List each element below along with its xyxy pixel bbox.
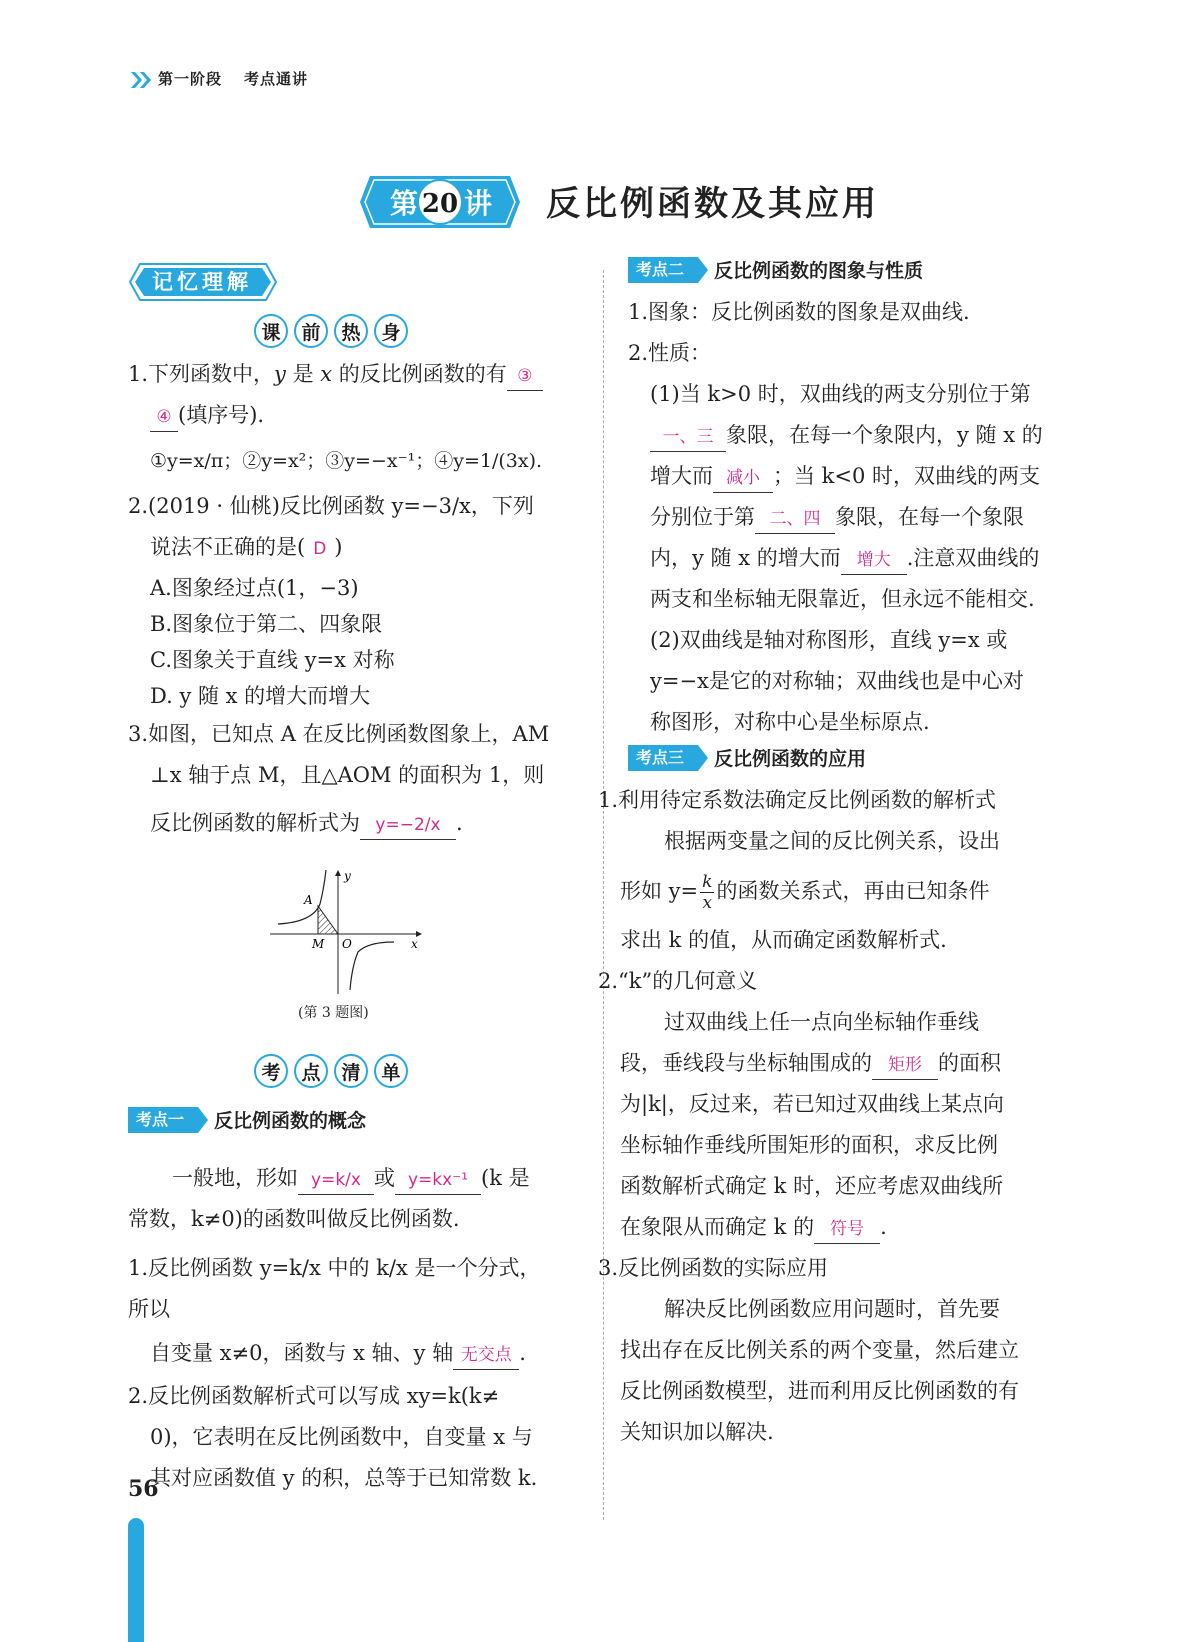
kp1-item1-line2: 自变量 x≠0，函数与 x 轴、y 轴 无交点 . (128, 1330, 558, 1376)
kp3-l10: 函数解析式确定 k 时，还应考虑双曲线所 (620, 1174, 1004, 1198)
kp1-body (128, 1158, 558, 1499)
left-column (128, 354, 558, 850)
kp1-item2-line1: 2.反比例函数解析式可以写成 xy=k(k≠ (128, 1384, 500, 1408)
kp2-l5: 增大而 减小 ；当 k<0 时，双曲线的两支 (628, 456, 1068, 497)
q1-line2: ④ (填序号). (128, 395, 558, 436)
kp3-l11: 在象限从而确定 k 的 符号 . (598, 1207, 1068, 1248)
kp2-l1: 1.图象：反比例函数的图象是双曲线. (628, 300, 970, 324)
q2-option-a: A.图象经过点(1，−3) (150, 576, 359, 600)
kp3-l8: 为|k|，反过来，若已知过双曲线上某点向 (620, 1092, 1004, 1116)
kp3-l3: 形如 y= $\frac{k}{x}$ 的函数关系式，再由已知条件 (620, 872, 990, 913)
kp3-l12: 3.反比例函数的实际应用 (598, 1256, 829, 1280)
kp2-l7: 内，y 随 x 的增大而 增大 .注意双曲线的 (628, 538, 1068, 579)
warmup-char: 身 (374, 314, 408, 348)
double-chevron-icon (130, 70, 152, 90)
q1-options: ①y=x/π；②y=x²；③y=−x⁻¹；④y=1/(3x). (150, 450, 543, 472)
q2-option-b: B.图象位于第二、四象限 (150, 612, 383, 636)
kp3-l2: 根据两变量之间的反比例关系，设出 (664, 829, 1000, 853)
title-number: 20 (421, 189, 459, 219)
kp2-l11: 称图形，对称中心是坐标原点. (650, 710, 930, 734)
point-m-label: M (312, 937, 325, 951)
kp2-tag: 考点二 (628, 257, 698, 283)
kp3-l1: 1.利用待定系数法确定反比例函数的解析式 (598, 788, 997, 812)
q3-line1: 3.如图，已知点 A 在反比例函数图象上，AM (128, 722, 550, 746)
memory-label: 记忆理解 (152, 270, 252, 294)
kp2-answer-2: 减小 (713, 464, 773, 493)
kp3-title: 反比例函数的应用 (714, 748, 867, 770)
point-a-label: A (304, 893, 313, 907)
title-suffix: 讲 (464, 187, 493, 220)
kp2-l10: y=−x是它的对称轴；双曲线也是中心对 (650, 669, 1024, 693)
kp1-item2-line2: 0)，它表明在反比例函数中，自变量 x 与 (150, 1425, 533, 1449)
q2-stem-2: 说法不正确的是( D ) (150, 535, 343, 559)
page-edge-bar (128, 1518, 144, 1642)
kp3-l5: 2.“k”的几何意义 (598, 969, 758, 993)
y-axis-label: y (344, 869, 351, 883)
q1-answer-2: ④ (150, 403, 178, 432)
title-prefix: 第 (390, 187, 419, 220)
kp3-answer-1: 矩形 (872, 1051, 938, 1080)
kp3-l13: 解决反比例函数应用问题时，首先要 (664, 1297, 1000, 1321)
kp3-l9: 坐标轴作垂线所围矩形的面积，求反比例 (620, 1133, 998, 1157)
section-label: 考点通讲 (244, 70, 309, 88)
kp1-item1-answer: 无交点 (453, 1341, 519, 1370)
kp2-l6: 分别位于第 二、四 象限，在每一个象限 (628, 497, 1068, 538)
stage-label: 第一阶段 (158, 70, 223, 88)
page-title: 反比例函数及其应用 (546, 184, 879, 224)
kp3-l14: 找出存在反比例关系的两个变量，然后建立 (620, 1338, 1019, 1362)
kp1-tag: 考点一 (128, 1107, 198, 1133)
kp3-heading (628, 744, 866, 771)
kp1-answer-2: y=kx⁻¹ (395, 1166, 481, 1195)
kp1-item1-line1: 1.反比例函数 y=k/x 中的 k/x 是一个分式，所以 (128, 1256, 541, 1321)
q1-answer-1: ③ (507, 362, 543, 391)
kp2-title: 反比例函数的图象与性质 (714, 260, 924, 282)
origin-label: O (342, 937, 352, 951)
q1-line1: 1.下列函数中，y 是 x 的反比例函数的有 ③ (128, 354, 558, 395)
q2-answer: D (313, 539, 327, 559)
warmup-char: 前 (294, 314, 328, 348)
kp3-tag: 考点三 (628, 745, 698, 771)
checklist-heading (254, 1054, 408, 1088)
lecture-badge (360, 170, 520, 234)
checklist-char: 考 (254, 1054, 288, 1088)
checklist-char: 点 (294, 1054, 328, 1088)
kp3-body (598, 780, 1068, 1453)
q2-option-c: C.图象关于直线 y=x 对称 (150, 648, 395, 672)
q3-hyperbola-figure (268, 866, 428, 996)
kp2-l2: 2.性质： (628, 341, 712, 365)
q2-option-d: D. y 随 x 的增大而增大 (150, 684, 371, 708)
figure-caption: (第 3 题图) (298, 1005, 369, 1021)
q3-answer: y=−2/x (360, 811, 456, 840)
kp3-l6: 过双曲线上任一点向坐标轴作垂线 (664, 1010, 979, 1034)
kp2-l9: (2)双曲线是轴对称图形，直线 y=x 或 (650, 628, 1008, 652)
kp1-heading (128, 1106, 366, 1133)
kp1-title: 反比例函数的概念 (214, 1110, 367, 1132)
running-header (158, 68, 330, 89)
q2-stem: 2.(2019 · 仙桃)反比例函数 y=−3/x，下列 (128, 494, 534, 518)
warmup-char: 热 (334, 314, 368, 348)
kp3-l16: 关知识加以解决. (620, 1420, 774, 1444)
memory-section-tab (128, 262, 278, 306)
kp1-item2-line3: 其对应函数值 y 的积，总等于已知常数 k. (150, 1466, 538, 1490)
warmup-char: 课 (254, 314, 288, 348)
kp2-l8: 两支和坐标轴无限靠近，但永远不能相交. (650, 587, 1035, 611)
kp2-answer-1: 一、三 (650, 423, 726, 452)
checklist-char: 单 (374, 1054, 408, 1088)
kp3-l7: 段，垂线段与坐标轴围成的 矩形 的面积 (598, 1043, 1068, 1084)
kp3-l4: 求出 k 的值，从而确定函数解析式. (620, 928, 947, 952)
page-number: 56 (128, 1476, 159, 1502)
kp2-l3: (1)当 k>0 时，双曲线的两支分别位于第 (650, 382, 1031, 406)
kp3-answer-2: 符号 (814, 1215, 880, 1244)
q3-line2: ⊥x 轴于点 M，且△AOM 的面积为 1，则 (150, 763, 545, 787)
kp1-def-line2: 常数，k≠0)的函数叫做反比例函数. (128, 1207, 460, 1231)
x-axis-label: x (411, 937, 418, 951)
kp3-l15: 反比例函数模型，进而利用反比例函数的有 (620, 1379, 1019, 1403)
q3-line3: 反比例函数的解析式为 y=−2/x . (128, 796, 558, 850)
kp2-heading (628, 256, 923, 283)
kp2-answer-3: 二、四 (755, 505, 835, 534)
kp1-def-line1: 一般地，形如 y=k/x 或 y=kx⁻¹ (k 是 (128, 1158, 558, 1199)
kp2-body (628, 292, 1068, 743)
warmup-heading (254, 314, 408, 348)
kp1-answer-1: y=k/x (298, 1166, 374, 1195)
kp2-l4: 一、三 象限，在每一个象限内，y 随 x 的 (628, 415, 1068, 456)
checklist-char: 清 (334, 1054, 368, 1088)
kp2-answer-4: 增大 (841, 546, 907, 575)
